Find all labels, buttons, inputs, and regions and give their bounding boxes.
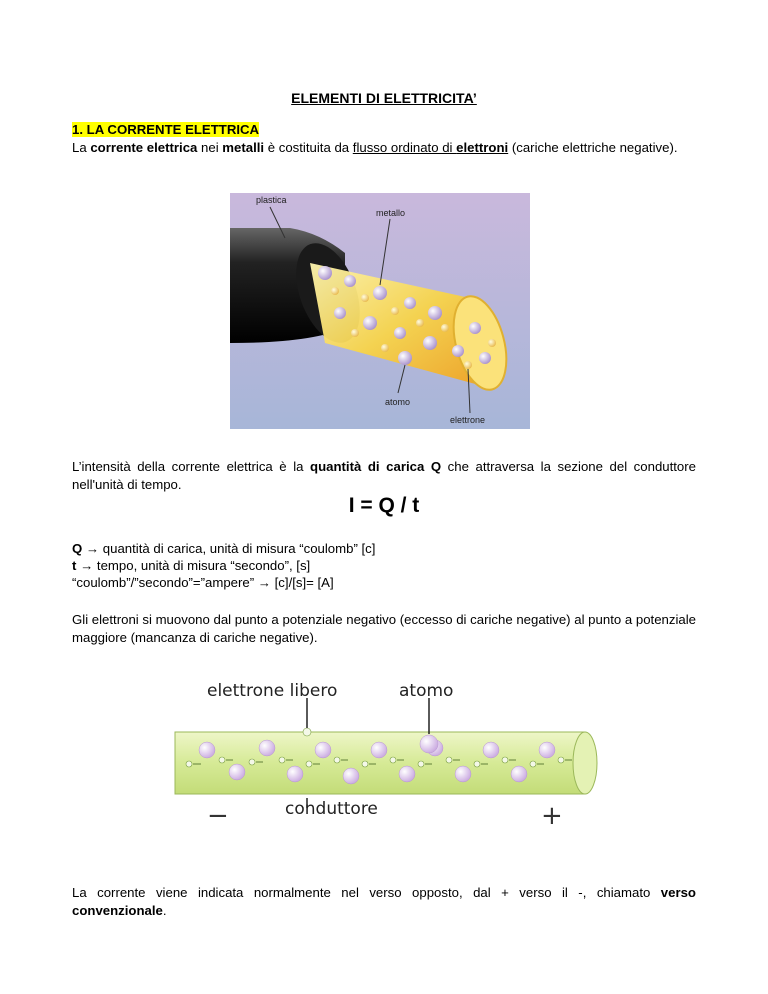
definition-t <box>72 557 310 575</box>
intensity-paragraph <box>72 458 696 494</box>
page-title: ELEMENTI DI ELETTRICITA’ <box>291 90 477 106</box>
label-conduttore: conduttore <box>285 799 378 819</box>
intensity-bold: quantità di carica Q <box>310 459 442 474</box>
label-metallo: metallo <box>376 208 406 218</box>
cable-figure <box>230 193 530 429</box>
definition-text: → quantità di carica, unità di misura “coulomb” [c] <box>82 541 376 556</box>
convention-text-2: . <box>162 903 167 918</box>
electrons-paragraph: Gli elettroni si muovono dal punto a potenziale negativo (eccesso di cariche negative) al punto a potenziale maggiore (mancanza di cariche negative). <box>72 612 696 645</box>
intro-text-1: La <box>72 140 91 155</box>
convention-bold: verso convenzionale <box>72 885 696 918</box>
definition-text: → tempo, unità di misura “secondo”, [s] <box>76 558 311 573</box>
label-elettrone-libero: elettrone libero <box>207 681 338 701</box>
conductor-figure <box>167 672 603 832</box>
definition-q <box>72 540 375 558</box>
convention-text-1: La corrente viene indicata normalmente nel verso opposto, dal + verso il -, chiamato <box>72 885 661 900</box>
intro-bold-2: metalli <box>222 140 265 155</box>
plus-sign: + <box>541 801 563 831</box>
label-atomo: atomo <box>385 397 411 407</box>
intensity-text-2: che attraversa la sezione del conduttore nell'unità di tempo. <box>72 459 696 492</box>
section-heading-text: 1. LA CORRENTE ELETTRICA <box>72 122 260 137</box>
minus-sign: − <box>207 801 229 831</box>
label-atomo-2: atomo <box>399 681 454 701</box>
intro-bold-1: corrente elettrica <box>90 140 198 155</box>
definition-symbol: t <box>72 558 77 573</box>
label-elettrone: elettrone <box>450 415 486 425</box>
intro-text-4: (cariche elettriche negative). <box>508 140 678 155</box>
intro-paragraph <box>72 139 696 157</box>
formula: I = Q / t <box>348 494 420 517</box>
definition-symbol: Q <box>72 541 83 556</box>
intro-text-2: nei <box>197 140 223 155</box>
definition-text: “coulomb”/”secondo”=”ampere” → [c]/[s]= [A] <box>72 575 334 590</box>
intro-underline-1: flusso ordinato di <box>352 140 457 155</box>
intro-text-3: è costituita da <box>264 140 353 155</box>
section-heading <box>72 121 259 139</box>
intro-underline-bold: elettroni <box>456 140 509 155</box>
definition-ampere <box>72 574 334 592</box>
label-plastica: plastica <box>256 195 287 205</box>
intensity-text-1: L’intensità della corrente elettrica è la <box>72 459 311 474</box>
convention-paragraph <box>72 884 696 920</box>
